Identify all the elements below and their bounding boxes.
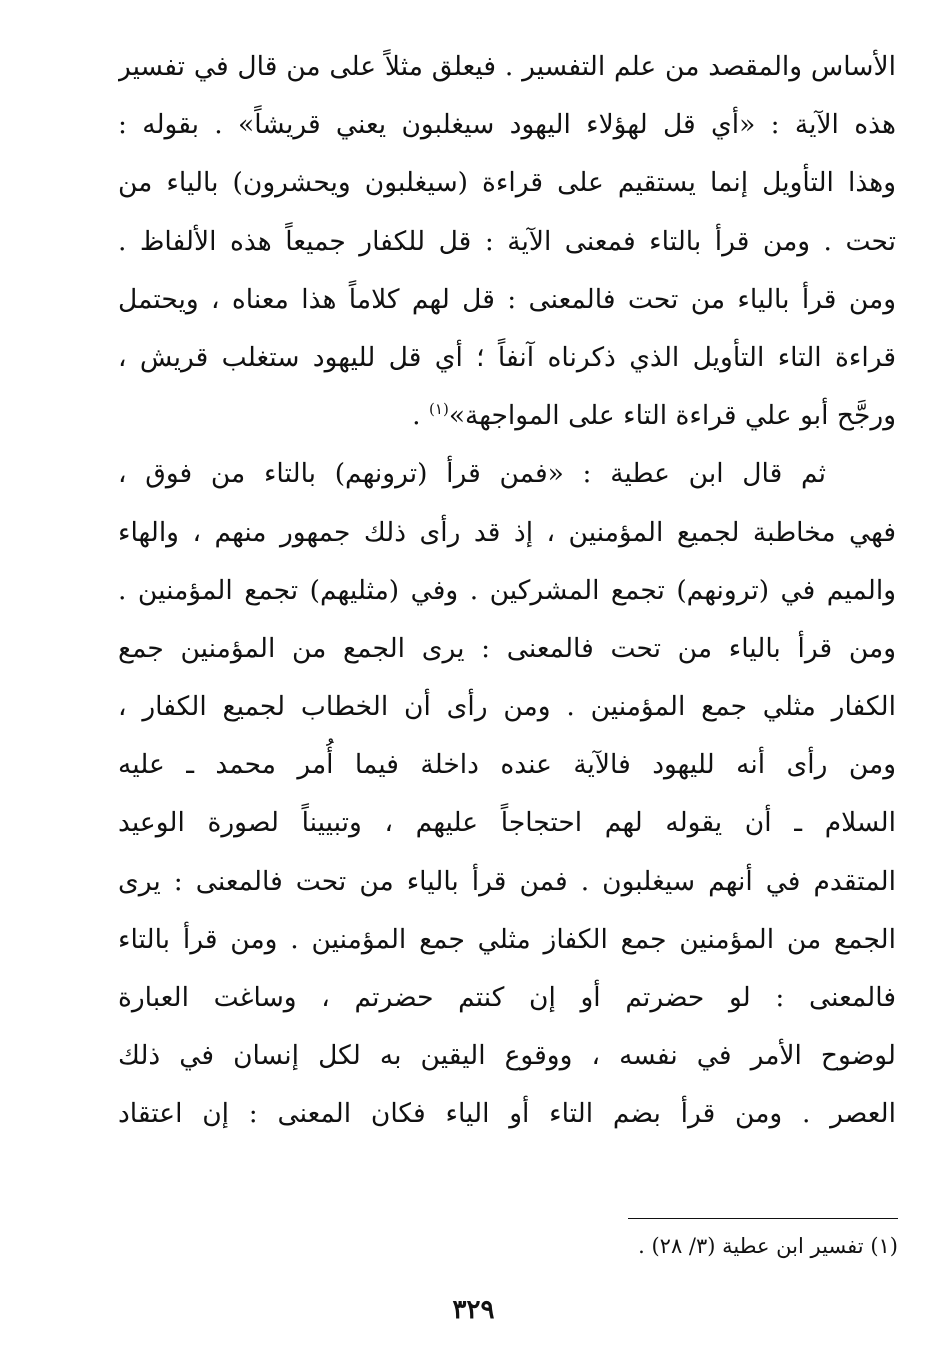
text-line-16: الجمع من المؤمنين جمع الكفاز مثلي جمع المؤمنين . ومن قرأ بالتاء (118, 923, 896, 955)
text-line-2: هذه الآية : «أي قل لهؤلاء اليهود سيغلبون يعني قريشاً» . بقوله : (118, 109, 896, 141)
text-line-1: الأساس والمقصد من علم التفسير . فيعلق مثلاً على من قال في تفسير (118, 51, 896, 82)
footnote-divider (628, 1218, 898, 1219)
footnote-reference: (١) (429, 400, 449, 419)
text-line-11: ومن قرأ بالياء من تحت فالمعنى : يرى الجمع من المؤمنين جمع (118, 632, 896, 664)
text-line-6: قراءة التاء التأويل الذي ذكرناه آنفاً ؛ أي قل لليهود ستغلب قريش ، (118, 341, 896, 373)
text-line-14: السلام ـ أن يقوله لهم احتجاجاً عليهم ، وتبييناً لصورة الوعيد (118, 807, 896, 839)
footnote: (١) تفسير ابن عطية (٣/ ٢٨) . (638, 1234, 898, 1258)
text-line-12: الكفار مثلي جمع المؤمنين . ومن رأى أن الخطاب لجميع الكفار ، (118, 691, 896, 723)
text-line-7 (118, 387, 896, 445)
text-line-10: والميم في (ترونهم) تجمع المشركين . وفي (مثليهم) تجمع المؤمنين . (118, 574, 896, 606)
text-line-5: ومن قرأ بالياء من تحت فالمعنى : قل لهم كلاماً هذا معناه ، ويحتمل (118, 283, 896, 315)
text-line-18: لوضوح الأمر في نفسه ، ووقوع اليقين به لكل إنسان في ذلك (118, 1040, 896, 1072)
text-line-15: المتقدم في أنهم سيغلبون . فمن قرأ بالياء من تحت فالمعنى : يرى (118, 865, 896, 897)
text-line-8: ثم قال ابن عطية : «فمن قرأ (ترونهم) بالتاء من فوق ، (118, 458, 826, 490)
text-line-17: فالمعنى : لو حضرتم أو إن كنتم حضرتم ، وساغت العبارة (118, 982, 896, 1013)
text-line-4: تحت . ومن قرأ بالتاء فمعنى الآية : قل للكفار جميعاً هذه الألفاظ . (118, 225, 896, 257)
page-number: ٣٢٩ (452, 1295, 495, 1325)
text-line-7-end: . (412, 400, 430, 432)
body-text (118, 38, 896, 1144)
text-line-9: فهي مخاطبة لجميع المؤمنين ، إذ قد رأى ذلك جمهور منهم ، والهاء (118, 516, 896, 548)
text-line-7-main: ورجَّح أبو علي قراءة التاء على المواجهة» (448, 400, 896, 432)
text-line-3: وهذا التأويل إنما يستقيم على قراءة (سيغلبون ويحشرون) بالياء من (118, 167, 896, 199)
text-line-13: ومن رأى أنه لليهود فالآية عنده داخلة فيما أُمر محمد ـ عليه (118, 749, 896, 781)
text-line-19: العصر . ومن قرأ بضم التاء أو الياء فكان المعنى : إن اعتقاد (118, 1098, 896, 1130)
